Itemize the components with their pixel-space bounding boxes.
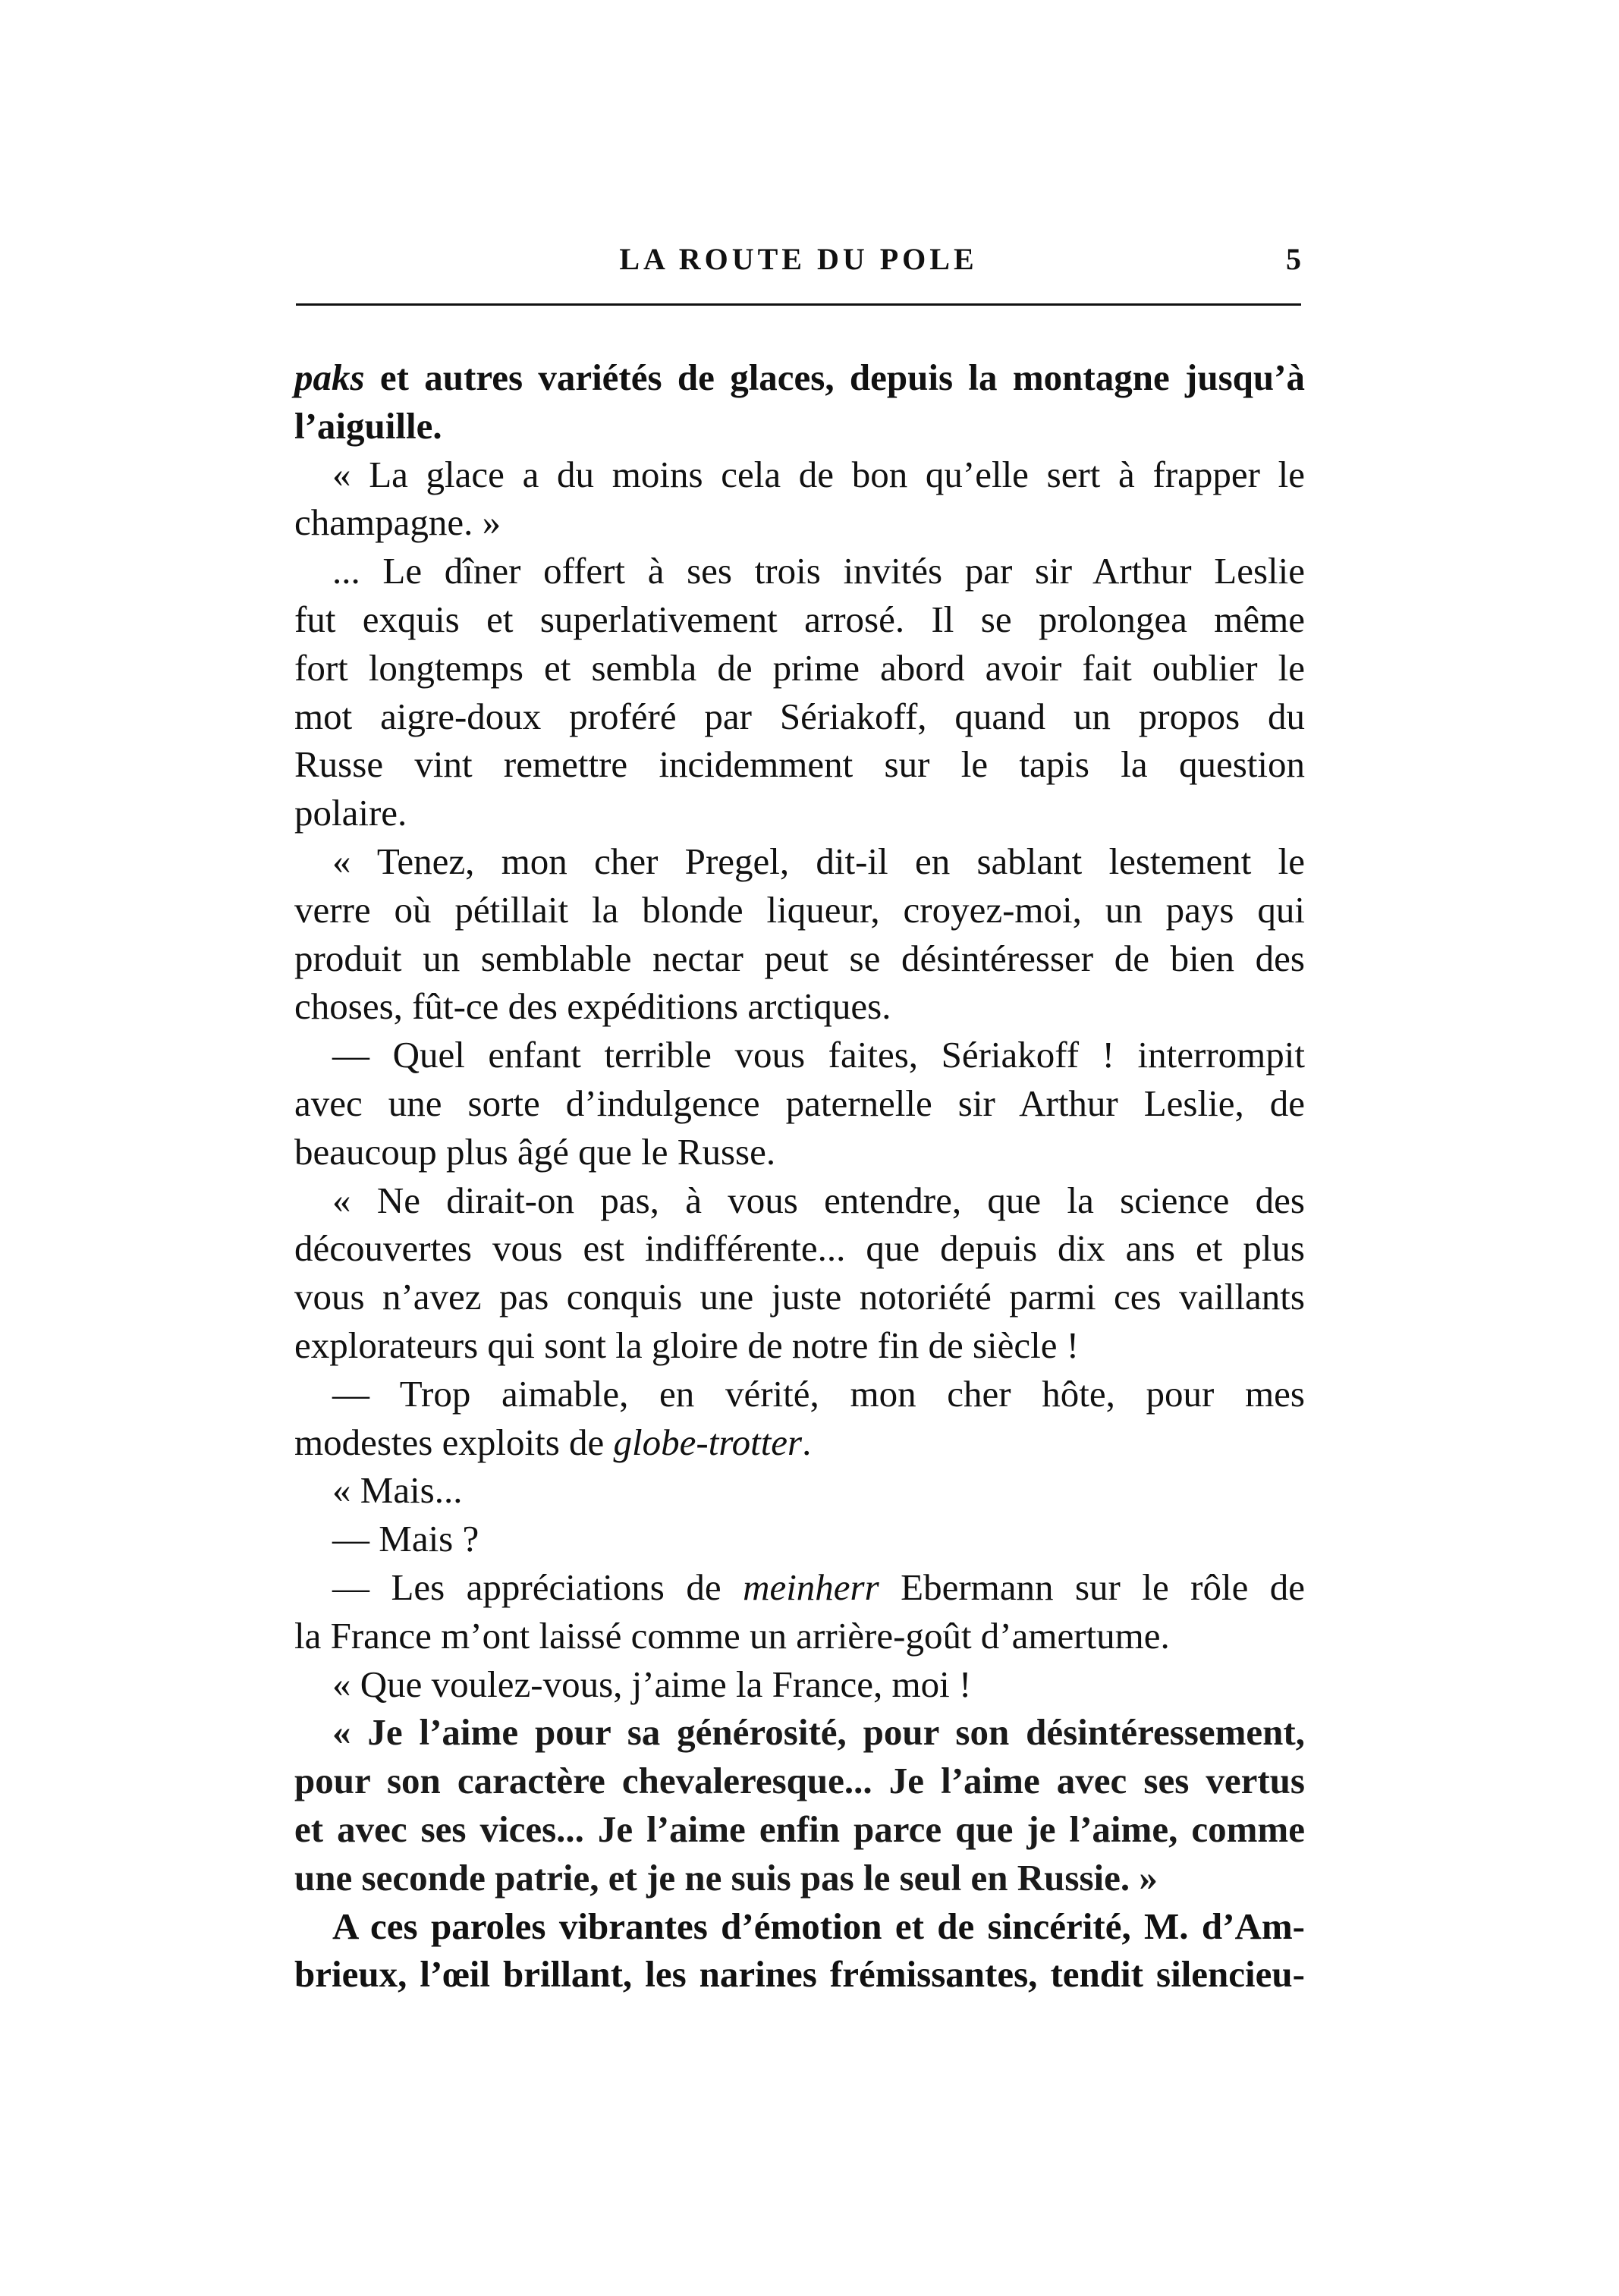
text-line: « Que voulez-vous, j’aime la France, moi ! [332,1663,972,1705]
text-line: champagne. » [294,501,501,544]
text-line: l’aiguille. [294,404,442,447]
text-line: « Je l’aime pour sa générosité, pour son désintéressement, [332,1711,1305,1754]
italic-word: paks [294,356,365,398]
text-line: « Tenez, mon cher Pregel, dit-il en sablant lestement le [332,840,1305,882]
italic-word: globe-trotter [613,1421,803,1463]
text-line: la France m’ont laissé comme un arrière-goût d’amertume. [294,1614,1170,1657]
text-line: fort longtemps et sembla de prime abord avoir fait oublier le [294,646,1305,689]
header-rule [296,303,1301,306]
page-header [296,241,1301,287]
text-line: paks et autres variétés de glaces, depuis la montagne jusqu’à [294,356,1305,398]
text-line: pour son caractère chevaleresque... Je l’aime avec ses vertus [294,1760,1305,1802]
text-line: — Mais ? [332,1518,479,1560]
text-line: verre où pétillait la blonde liqueur, croyez-moi, un pays qui [294,888,1305,931]
text-line: modestes exploits de globe-trotter. [294,1421,812,1463]
text-line: choses, fût-ce des expéditions arctiques. [294,985,891,1028]
text-line: brieux, l’œil brillant, les narines frémissantes, tendit silencieu- [294,1953,1305,1996]
text-line: polaire. [294,792,407,834]
italic-word: meinherr [743,1566,879,1608]
text-line: — Trop aimable, en vérité, mon cher hôte, pour mes [332,1372,1305,1415]
text-line: produit un semblable nectar peut se désintéresser de bien des [294,937,1305,979]
text-line: « La glace a du moins cela de bon qu’elle sert à frapper le [332,453,1305,495]
text-line: « Ne dirait-on pas, à vous entendre, que la science des [332,1179,1305,1221]
body-text [294,353,1305,1999]
text-line: — Quel enfant terrible vous faites, Sériakoff ! interrompit [332,1034,1305,1076]
text-line: fut exquis et superlativement arrosé. Il se prolongea même [294,598,1305,640]
text-line: avec une sorte d’indulgence paternelle sir Arthur Leslie, de [294,1082,1305,1124]
text-line: vous n’avez pas conquis une juste notoriété parmi ces vaillants [294,1276,1305,1318]
text-line: « Mais... [332,1469,463,1512]
text-line: mot aigre-doux proféré par Sériakoff, quand un propos du [294,695,1305,737]
text-line: et avec ses vices... Je l’aime enfin parce que je l’aime, comme [294,1808,1305,1850]
page-number: 5 [1286,242,1301,276]
text-line: — Les appréciations de meinherr Ebermann sur le rôle de [332,1566,1306,1608]
text-line: Russe vint remettre incidemment sur le tapis la question [294,743,1305,786]
text-line: beaucoup plus âgé que le Russe. [294,1130,776,1173]
text-line: A ces paroles vibrantes d’émotion et de sincérité, M. d’Am- [332,1905,1305,1947]
text-line: explorateurs qui sont la gloire de notre fin de siècle ! [294,1324,1080,1366]
running-title: LA ROUTE DU POLE [619,242,978,276]
text-line: découvertes vous est indifférente... que depuis dix ans et plus [294,1227,1305,1270]
text-line: une seconde patrie, et je ne suis pas le seul en Russie. » [294,1856,1158,1899]
text-line: ... Le dîner offert à ses trois invités par sir Arthur Leslie [332,550,1305,592]
